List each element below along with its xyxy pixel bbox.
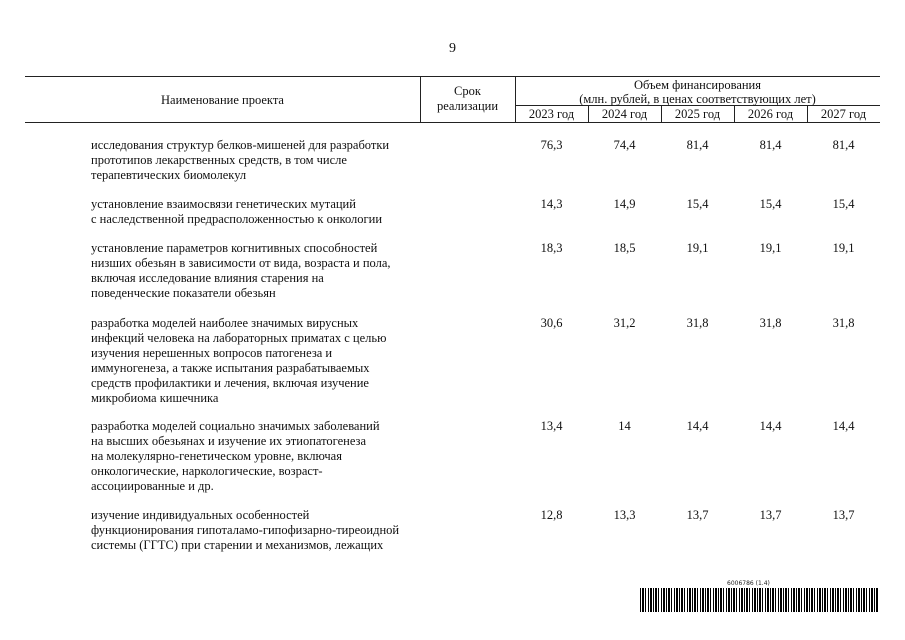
year-header-2023: 2023 год [528,107,575,121]
page-number: 9 [449,41,456,56]
table-cell-2026: 19,1 [759,241,782,255]
table-cell-2026: 81,4 [759,138,782,152]
table-cell-2023: 18,3 [540,241,563,255]
table-top-rule [25,76,880,77]
table-row-name: разработка моделей наиболее значимых вирусных инфекций человека на лабораторных приматах с целью изучения нерешенных вопросов патогенеза и иммуногенеза, а также испытания разрабатываемых средств профилактики и лечения, включая изучение микробиома кишечника [91,316,387,405]
table-cell-2025: 14,4 [686,419,709,433]
year-header-2025: 2025 год [674,107,721,121]
table-cell-2024: 31,2 [613,316,636,330]
table-cell-2027: 81,4 [832,138,855,152]
table-cell-2027: 19,1 [832,241,855,255]
year-header-2027: 2027 год [820,107,867,121]
header-term-line1: Срок [454,84,481,98]
year-header-2026: 2026 год [747,107,794,121]
table-cell-2025: 15,4 [686,197,709,211]
table-cell-2023: 13,4 [540,419,563,433]
table-row-name: изучение индивидуальных особенностей функционирования гипоталамо-гипофизарно-тиреоидной системы (ГГТС) при старении и механизмов, лежащих [91,508,400,552]
table-row-name: разработка моделей социально значимых заболеваний на высших обезьянах и изучение их этиопатогенеза на молекулярно-генетическом уровне, включая онкологические, наркологические, возраст- ассоциированные и др. [91,419,380,493]
table-cell-2027: 31,8 [832,316,855,330]
table-cell-2023: 12,8 [540,508,563,522]
table-cell-2023: 14,3 [540,197,563,211]
table-cell-2026: 15,4 [759,197,782,211]
header-funding-line1: Объем финансирования [634,78,761,92]
table-cell-2025: 31,8 [686,316,709,330]
table-cell-2025: 13,7 [686,508,709,522]
table-cell-2023: 76,3 [540,138,563,152]
table-row-name: установление взаимосвязи генетических мутаций с наследственной предрасположенностью к онкологии [91,197,383,226]
table-row-name: исследования структур белков-мишеней для разработки прототипов лекарственных средств, в том числе терапевтических биомолекул [91,138,390,182]
table-cell-2024: 18,5 [613,241,636,255]
header-term-line2: реализации [436,99,499,113]
table-cell-2025: 81,4 [686,138,709,152]
header-funding-line2: (млн. рублей, в ценах соответствующих лет) [579,92,816,106]
table-cell-2026: 31,8 [759,316,782,330]
table-cell-2024: 74,4 [613,138,636,152]
header-project-name: Наименование проекта [161,93,284,107]
table-cell-2027: 14,4 [832,419,855,433]
table-cell-2025: 19,1 [686,241,709,255]
barcode-label: 6006786 (1.4) [727,580,770,587]
table-cell-2026: 14,4 [759,419,782,433]
year-header-2024: 2024 год [601,107,648,121]
table-cell-2023: 30,6 [540,316,563,330]
table-cell-2027: 13,7 [832,508,855,522]
table-cell-2026: 13,7 [759,508,782,522]
table-row-name: установление параметров когнитивных способностей низших обезьян в зависимости от вида, возраста и пола, включая исследование влияния старения на поведенческие показатели обезьян [91,241,391,300]
table-cell-2024: 14,9 [613,197,636,211]
table-cell-2024: 13,3 [613,508,636,522]
table-cell-2027: 15,4 [832,197,855,211]
table-cell-2024: 14 [618,419,631,433]
table-header-bottom-rule [25,122,880,123]
barcode [640,588,878,612]
